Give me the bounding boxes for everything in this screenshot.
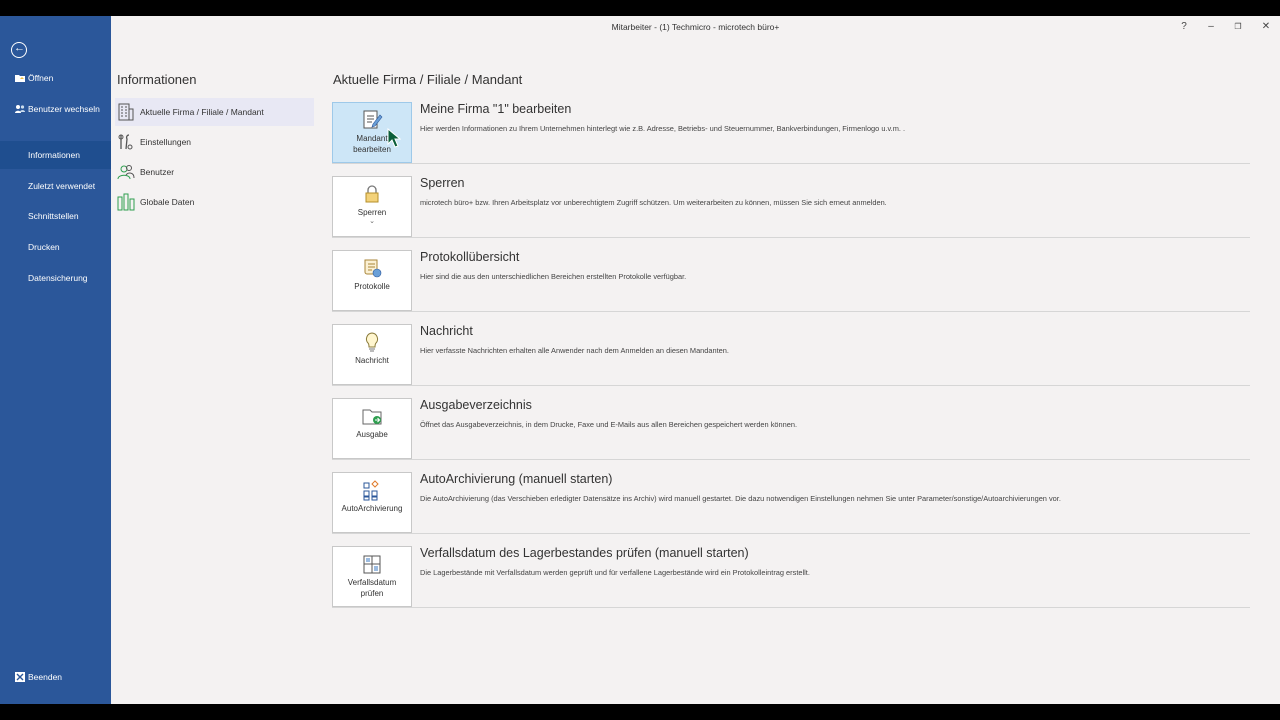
category-label: Globale Daten (140, 197, 195, 207)
action-row-edit-company (332, 102, 1250, 164)
message-button[interactable] (332, 324, 412, 385)
category-label: Einstellungen (140, 137, 192, 147)
tile-label: Nachricht (355, 356, 389, 365)
lock-button[interactable] (332, 176, 412, 237)
row-description: Hier sind die aus den unterschiedlichen Bereichen erstellten Protokolle verfügbar. (420, 272, 687, 281)
row-title: Protokollübersicht (420, 250, 520, 264)
row-description: Öffnet das Ausgabeverzeichnis, in dem Drucke, Faxe und E-Mails aus allen Bereichen gespeichert werden können. (420, 420, 797, 429)
tile-label: Sperren (357, 208, 387, 217)
row-title: Meine Firma "1" bearbeiten (420, 102, 572, 116)
archive-grid-icon (361, 479, 383, 501)
global-data-icon (117, 193, 135, 211)
row-description: microtech büro+ bzw. Ihren Arbeitsplatz vor unberechtigtem Zugriff schützen. Um weiterarbeiten zu können, müssen Sie sich erneut anmelden. (420, 198, 887, 207)
exit-icon (15, 672, 25, 682)
lightbulb-icon (361, 331, 383, 353)
minimize-button[interactable]: – (1208, 21, 1214, 32)
info-heading: Informationen (117, 72, 197, 87)
action-row-autoarchive (332, 472, 1250, 534)
nav-label-switch-user: Benutzer wechseln (28, 104, 100, 114)
tile-label: AutoArchivierung (341, 504, 403, 513)
backstage-window (0, 16, 1280, 704)
restore-button[interactable]: ❐ (1234, 22, 1242, 31)
action-row-protocols (332, 250, 1250, 312)
nav-item-backup[interactable]: Datensicherung (28, 273, 88, 283)
category-item-current-company[interactable] (115, 98, 314, 126)
users-icon (117, 163, 135, 181)
category-label: Aktuelle Firma / Filiale / Mandant (140, 107, 264, 117)
row-title: Nachricht (420, 324, 473, 338)
row-description: Hier werden Informationen zu Ihrem Unternehmen hinterlegt wie z.B. Adresse, Betriebs- und Steuernummer, Bankverbindungen, Firmenlogo u.v.m. . (420, 124, 906, 133)
nav-item-print[interactable]: Drucken (28, 242, 60, 252)
output-folder-icon (361, 405, 383, 427)
switch-user-icon (15, 104, 25, 114)
back-arrow-icon: ← (14, 42, 25, 54)
building-icon (117, 103, 135, 121)
chevron-down-icon[interactable]: ⌄ (369, 218, 375, 225)
scroll-icon (361, 257, 383, 279)
action-row-lock (332, 176, 1250, 238)
window-title: Mitarbeiter - (1) Techmicro - microtech büro+ (611, 22, 780, 32)
row-title: Ausgabeverzeichnis (420, 398, 532, 412)
info-category-list (111, 16, 316, 704)
tools-icon (117, 133, 135, 151)
main-heading: Aktuelle Firma / Filiale / Mandant (333, 72, 523, 87)
category-item-settings[interactable] (115, 128, 314, 156)
folder-icon (15, 73, 25, 83)
tile-label: Verfallsdatum prüfen (347, 578, 397, 598)
nav-item-exit[interactable] (0, 663, 111, 691)
tile-label: Ausgabe (356, 430, 388, 439)
protocols-button[interactable] (332, 250, 412, 311)
action-row-message (332, 324, 1250, 386)
action-row-output (332, 398, 1250, 460)
lock-icon (361, 183, 383, 205)
nav-item-open[interactable] (0, 64, 111, 92)
row-description: Die AutoArchivierung (das Verschieben erledigter Datensätze ins Archiv) wird manuell gestartet. Die dazu notwendigen Einstellungen nehmen Sie unter Parameter/sonstige/Autoarchivierungen vor. (420, 494, 1061, 503)
nav-item-recent[interactable]: Zuletzt verwendet (28, 181, 96, 191)
nav-item-informationen[interactable]: Informationen (0, 141, 111, 169)
expiry-check-button[interactable] (332, 546, 412, 607)
action-row-expiry-check (332, 546, 1250, 608)
tile-label: Protokolle (354, 282, 390, 291)
row-description: Die Lagerbestände mit Verfallsdatum werden geprüft und für verfallene Lagerbestände wird ein Protokolleintrag erstellt. (420, 568, 810, 577)
autoarchive-button[interactable] (332, 472, 412, 533)
back-button[interactable] (11, 42, 27, 58)
nav-item-switch-user[interactable] (0, 95, 111, 123)
warehouse-shelf-icon (361, 553, 383, 575)
category-label: Benutzer (140, 167, 175, 177)
category-item-global-data[interactable] (115, 188, 314, 216)
category-item-users[interactable] (115, 158, 314, 186)
nav-item-interfaces[interactable]: Schnittstellen (28, 211, 79, 221)
backstage-nav (0, 16, 111, 704)
help-button[interactable]: ? (1181, 21, 1187, 32)
row-title: AutoArchivierung (manuell starten) (420, 472, 613, 486)
close-button[interactable]: ✕ (1261, 21, 1271, 32)
nav-label-open: Öffnen (28, 73, 54, 83)
mouse-cursor-icon (387, 128, 401, 148)
tile-label: Mandant bearbeiten (353, 134, 391, 154)
nav-label-exit: Beenden (28, 672, 63, 682)
row-title: Sperren (420, 176, 465, 190)
row-title: Verfallsdatum des Lagerbestandes prüfen (manuell starten) (420, 546, 749, 560)
edit-document-icon (361, 109, 383, 131)
output-folder-button[interactable] (332, 398, 412, 459)
row-description: Hier verfasste Nachrichten erhalten alle Anwender nach dem Anmelden an diesen Mandanten. (420, 346, 729, 355)
